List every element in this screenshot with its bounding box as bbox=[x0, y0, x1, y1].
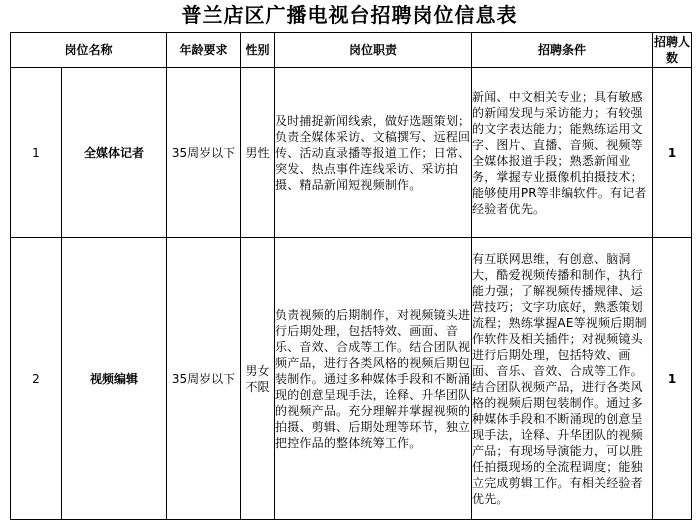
header-count: 招聘人数 bbox=[653, 33, 692, 68]
header-requirements: 招聘条件 bbox=[472, 33, 653, 68]
header-position: 岗位名称 bbox=[11, 33, 167, 68]
table-row bbox=[11, 68, 692, 238]
row-index: 2 bbox=[11, 238, 62, 520]
page-title: 普兰店区广播电视台招聘岗位信息表 bbox=[181, 3, 518, 27]
job-requirements: 新闻、中文相关专业；具有敏感的新闻发现与采访能力；有较强的文字表达能力；能熟练运用文字、图片、直播、音频、视频等全媒体报道手段；熟悉新闻业务，掌握专业摄像机拍摄技术；能够使用PR等非编软件。有记者经验者优先。 bbox=[472, 68, 653, 238]
recruitment-table bbox=[10, 32, 692, 520]
gender-requirement: 男性 bbox=[241, 68, 275, 238]
table-header-row bbox=[11, 33, 692, 68]
job-duty: 及时捕捉新闻线索，做好选题策划；负责全媒体采访、文稿撰写、远程回传、活动直录播等报道工作；日常、突发、热点事件连线采访、采访拍摄、精品新闻短视频制作。 bbox=[275, 68, 472, 238]
table-row bbox=[11, 238, 692, 520]
age-requirement: 35周岁以下 bbox=[167, 238, 241, 520]
header-duty: 岗位职责 bbox=[275, 33, 472, 68]
hire-count: 1 bbox=[653, 238, 692, 520]
row-index: 1 bbox=[11, 68, 62, 238]
job-requirements: 有互联网思维，有创意、脑洞大，酷爱视频传播和制作，执行能力强；了解视频传播规律、运营技巧；文字功底好，熟悉策划流程；熟练掌握AE等视频后期制作软件及相关插件；对视频镜头进行后期处理，包括特效、画面、音乐、音效、合成等工作。结合团队视频产品，进行各类风格的视频后期包装制作。通过多种媒体手段和不断涌现的创意呈现手法，诠释、升华团队的视频产品；有现场导演能力，可以胜任拍摄现场的全流程调度；能独立完成剪辑工作。有相关经验者优先。 bbox=[472, 238, 653, 520]
age-requirement: 35周岁以下 bbox=[167, 68, 241, 238]
header-age: 年龄要求 bbox=[167, 33, 241, 68]
job-duty: 负责视频的后期制作，对视频镜头进行后期处理，包括特效、画面、音乐、音效、合成等工作。结合团队视频产品，进行各类风格的视频后期包装制作。通过多种媒体手段和不断涌现的创意呈现手法，诠释、升华团队的视频产品。充分理解并掌握视频的拍摄、剪辑、后期处理等环节，独立把控作品的整体统筹工作。 bbox=[275, 238, 472, 520]
gender-requirement: 男女不限 bbox=[241, 238, 275, 520]
header-gender: 性别 bbox=[241, 33, 275, 68]
position-name: 视频编辑 bbox=[62, 238, 167, 520]
position-name: 全媒体记者 bbox=[62, 68, 167, 238]
hire-count: 1 bbox=[653, 68, 692, 238]
